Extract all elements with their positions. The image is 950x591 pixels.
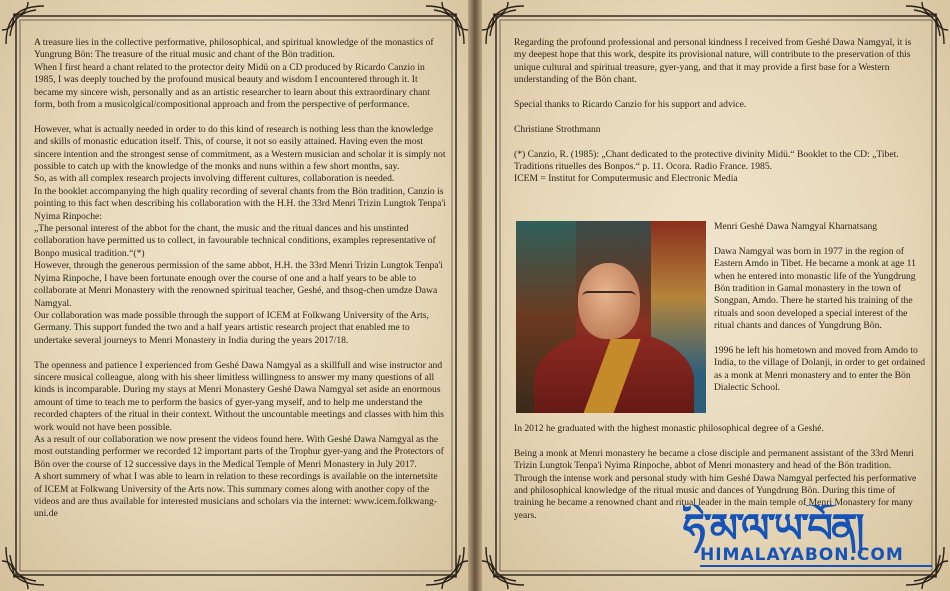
paragraph: Being a monk at Menri monastery he became a close disciple and permanent assistant of the 33rd Menri Trizin Lungtok Tenpa'i Nyima Rinpoche, abbot of Menri monastery and head of the Bön tradition. Through the intense work and personal study with him Geshé Dawa Namgyal perfected his performative and philosophical knowledge of the ritual music and dances of Yungdrung Bön. During this time of training he became a renowned chant and ritual leader in the main temple of Menri Monastery for many years. [514, 447, 917, 521]
bio-heading: Menri Geshé Dawa Namgyal Kharnatsang [714, 221, 878, 232]
paragraph: Regarding the profound professional and personal kindness I received from Geshé Dawa Namgyal, it is my deepest hope that this work, despite its provisional nature, will contribute to the preservation of this unique cultural and spiritual treasure, gyer-yang, and that it may provide a first base for a Western understanding of the Bön chant. [514, 37, 912, 86]
paragraph: So, as with all complex research projects involving different cultures, collaboration is needed. [34, 173, 395, 185]
paragraph: (*) Canzio, R. (1985): „Chant dedicated to the protective divinity Midü.“ Booklet to the CD: „Tibet. Traditions rituelles des Bonpos.“ p. 11. Ocora. Radio France. 1985. [514, 148, 899, 173]
site-url-text[interactable]: HIMALAYABON.COM [700, 545, 904, 565]
paragraph: Christiane Strothmann [514, 123, 601, 135]
left-page-text [34, 37, 446, 521]
paragraph: Our collaboration was made possible through the support of ICEM at Folkwang University of the Arts, Germany. This support funded the two and a half years artistic research project that enabled me to undertake several journeys to Menri Monastery in India during the years 2017/18. [34, 309, 429, 346]
himalayabon-site-link[interactable] [700, 545, 932, 567]
paragraph: The openness and patience I experienced from Geshé Dawa Namgyal as a skillfull and wise instructor and sincere musical colleague, along with his sheer limitless willingness to answer my many questions of all kinds is incomparable. During my stays at Menri Monastery Geshé Dawa Namgyal set aside an enormous amount of time to teach me to perform the basics of gyer-yang myself, and to help me understand the recorded chapters of the ritual in their context. Without the uncountable meetings and classes with him this work would not have been possible. [34, 359, 444, 433]
paragraph: Dawa Namgyal was born in 1977 in the region of Eastern Amdo in Tibet. He became a monk at age 11 when he entered into monastic life of the Yungdrung Bön tradition in Gamal monastery in the town of Songpan, Amdo. There he started his training of the rituals and soon developed a special interest of the ritual chants and dances of Yungdrung Bön. [714, 245, 916, 332]
biography-text [714, 221, 926, 395]
paragraph: As a result of our collaboration we now present the videos found here. With Geshé Dawa Namgyal as the most outstanding performer we recorded 12 important parts of the Trophur gyer-yang and the Protectors of Bön over the course of 12 successive days in the Medical Temple of Menri Monastery in July 2017. [34, 433, 444, 470]
right-page-top-text [514, 37, 924, 186]
paragraph: A treasure lies in the collective performative, philosophical, and spiritual knowledge of the monastics of Yungrung Bön: The treasure of the ritual music and chant of the Bön tradition. [34, 37, 434, 61]
paragraph: Special thanks to Ricardo Canzio for his support and advice. [514, 99, 747, 111]
paragraph: 1996 he left his hometown and moved from Amdo to India, to the village of Dolanji, in order to get ordained as a monk at Menri monastery and to enter the Bön Dialectic School. [714, 345, 926, 394]
book-spine [468, 0, 482, 591]
paragraph: When I first heard a chant related to the protector deity Midü on a CD produced by Ricardo Canzio in 1985, I was deeply touched by the profound musical beauty and wisdom I encountered through it. It became my sincere wish, personally and as an artistic researcher to learn about this extraordinary chant form, both from a musicolgical/compositional approach and from the perspective of performance. [34, 61, 430, 111]
himalayabon-tibetan-logo: ཧི་མ་ལ་ཡ་བོན། [683, 505, 863, 552]
monk-portrait-photo [516, 221, 706, 413]
paragraph: ICEM = Institut for Computermusic and Electronic Media [514, 173, 738, 185]
paragraph: However, what is actually needed in order to do this kind of research is nothing less than the knowledge and skills of monastic education itself. This, of course, it not so easily attained. Having even the most sincere intention and the strongest sense of commitment, as a Western musician and scholar it is simply not possible to catch up with the knowledge of the monks and nuns within a few short months, say. [34, 123, 446, 173]
paragraph: However, through the generous permission of the same abbot, H.H. the 33rd Menri Trizin Lungtok Tenpa'i Nyima Rinpoche, I have been fortunate enough over the course of one and a half years to be able to collaborate at Menri Monastery with the renowned spiritual teacher, Geshé, and thsog-chen umdze Dawa Namgyal. [34, 260, 443, 309]
paragraph: In the booklet accompanying the high quality recording of several chants from the Bön tradition, Canzio is pointing to this fact when describing his collaboration with the H.H. the 33rd Menri Trizin Lungtok Tenpa'i Nyima Rinpoche: [34, 185, 446, 222]
paragraph: A short summery of what I was able to learn in relation to these recordings is available on the internetsite of ICEM at Folkwang University of the Arts now. This summary comes along with another copy of the videos and are thus available for interested musicians and scholars via the internet: www.icem.folkwang-uni.de [34, 471, 438, 520]
paragraph: „The personal interest of the abbot for the chant, the music and the ritual dances and his unstinted collaboration have permitted us to collect, in favourable technical conditions, examples representative of Bonpo musical tradition.“(*) [34, 223, 436, 259]
paragraph: In 2012 he graduated with the highest monastic philosophical degree of a Geshé. [514, 423, 824, 434]
